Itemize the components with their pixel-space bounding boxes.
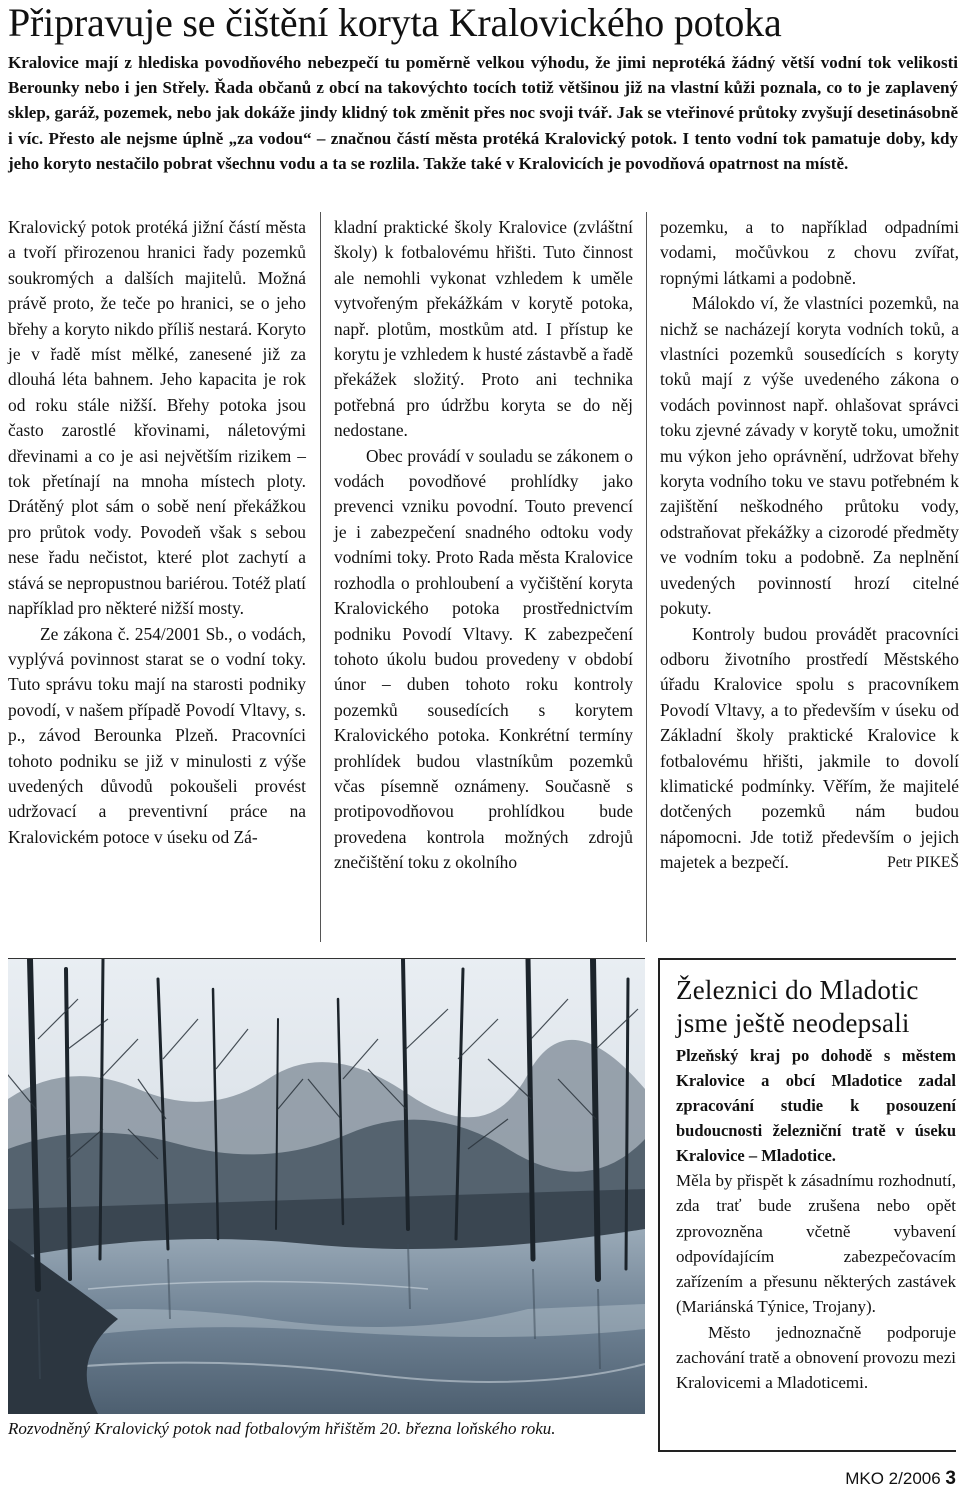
column-divider	[646, 212, 647, 942]
page-footer	[845, 1468, 956, 1490]
column-divider	[320, 212, 321, 942]
photo-caption: Rozvodněný Kralovický potok nad fotbalovým hřištěm 20. března loňského roku.	[8, 1419, 556, 1438]
article-paragraph: Kralovický potok protéká jižní částí města a tvoří přirozenou hranici řady pozemků soukromých a dalších majitelů. Možná právě proto, že teče po hranici, se o jeho břehy a koryto nikdo příliš nestará. Koryto je v řadě míst mělké, zanesené již za dlouhá léta bahnem. Jeho kapacita je rok od roku stále nižší. Břehy potoka jsou často zarostlé křovinami, náletovými dřevinami a co je asi největším rizikem – tok přetínají na mnoha místech ploty. Drátěný plot sám o sobě není překážkou pro průtok vody. Povodeň však s sebou nese řadu nečistot, které plot zachytí a stává se nepropustnou bariérou. Totéž platí například pro některé nižší mosty.	[8, 217, 306, 619]
article-lead: Kralovice mají z hlediska povodňového nebezpečí tu poměrně velkou výhodu, že jimi neprotéká žádný větší vodní tok velikosti Berounky nebo i jen Střely. Řada občanů z obcí na takovýchto tocích totiž většinou již na vlastní kůži poznala, co to je zaplavený sklep, garáž, pozemek, nebo jak dokáže jindy klidný tok změnit přes noc svoji tvář. Jak se vteřinové průtoky zvyšují desetinásobně i víc. Přesto ale nejsme úplně „za vodou“ – značnou částí města protéká Kralovický potok. I tento vodní tok pamatuje doby, kdy jeho koryto nestačilo pobrat všechnu vodu a ta se rozlila. Takže také v Kralovicích je povodňová opatrnost na místě.	[8, 53, 958, 173]
article-paragraph: Obec provádí v souladu se zákonem o vodách povodňové prohlídky jako prevenci vzniku povodní. Touto prevencí je i zabezpečení snadného odtoku vody vodními toky. Proto Rada města Kralovice rozhodla o prohloubení a vyčištění koryta Kralovického potoka prostřednictvím podniku Povodí Vltavy. K zabezpečení tohoto úkolu budou provedeny v období únor – duben tohoto roku kontroly pozemků sousedících s korytem Kralovického potoka. Konkrétní termíny prohlídek budou vlastníkům pozemků včas písemně oznámeny. Současně s protipovodňovou prohlídkou bude provedena kontrola možných zdrojů znečištění toku z okolního	[334, 445, 633, 873]
sidebar-title: Železnici do Mladotic jsme ještě neodepsali	[676, 975, 919, 1038]
article-column-2	[334, 215, 633, 876]
page-number: 3	[945, 1468, 956, 1489]
article-paragraph: Ze zákona č. 254/2001 Sb., o vodách, vyplývá povinnost starat se o vodní toky. Tuto správu toku mají na starosti podniky povodí, v našem případě Povodí Vltavy, s. p., závod Berounka Plzeň. Pracovníci tohoto podniku se již v minulosti z výše uvedených důvodů pokoušeli provést udržovací a preventivní práce na Kralovickém potoce v úseku od Zá-	[8, 623, 306, 847]
sidebar-paragraph: Měla by přispět k zásadnímu rozhodnutí, zda trať bude zrušena nebo opět zprovozněna včetně vybavení odpovídajícím zabezpečovacím zařízením a přesunu některých zastávek (Mariánská Týnice, Trojany).	[676, 1171, 956, 1317]
article-paragraph	[660, 622, 959, 876]
sidebar-article	[658, 958, 956, 1452]
article-paragraph: Málokdo ví, že vlastníci pozemků, na nichž se nacházejí koryta vodních toků, a vlastníci pozemků sousedících s koryty toků mají z výše uvedeného zákona o vodách povinnost např. ohlašovat správci toku zjevné závady v korytě toku, umožnit mu výkon jeho oprávnění, udržovat břehy koryta vodního toku ve stavu potřebném k zajištění neškodného průtoku vody, odstraňovat překážky a cizorodé předměty ve vodním toku a podobně. Za neplnění uvedených povinností hrozí citelné pokuty.	[660, 293, 959, 619]
sidebar-lead: Plzeňský kraj po dohodě s městem Kralovice a obcí Mladotice zadal zpracování studie k posouzení budoucnosti železniční tratě v úseku Kralovice – Mladotice.	[676, 1046, 956, 1165]
author-signature: Petr PIKEŠ	[887, 854, 959, 872]
issue-label: MKO 2/2006	[845, 1469, 941, 1488]
article-column-1	[8, 215, 306, 850]
article-column-3	[660, 215, 959, 876]
closing-text: Kontroly budou provádět pracovníci odboru životního prostředí Městského úřadu Kralovice spolu s pracovníkem Povodí Vltavy, a to především v úseku od Základní školy praktické Kralovice k fotbalovému hřišti, jakmile to dovolí klimatické podmínky. Věřím, že majitelé dotčených pozemků nám budou nápomocni. Jde totiž především o jejich majetek a bezpečí.	[660, 623, 959, 873]
article-paragraph: pozemku, a to například odpadními vodami, močůvkou z chovu zvířat, ropnými látkami a podobně.	[660, 217, 959, 288]
article-headline: Připravuje se čištění koryta Kralovického potoka	[8, 0, 782, 45]
sidebar-paragraph: Město jednoznačně podporuje zachování tratě a obnovení provozu mezi Kralovicemi a Mladoticemi.	[676, 1322, 956, 1393]
article-paragraph: kladní praktické školy Kralovice (zvláštní školy) k fotbalovému hřišti. Tuto činnost ale nemohli vykonat vzhledem k uměle vytvořeným překážkám v korytě potoka, např. plotům, mostkům atd. I přístup ke korytu je vzhledem k husté zástavbě a řadě překážek složitý. Proto ani technika potřebná pro údržbu koryta se do něj nedostane.	[334, 217, 633, 441]
flooded-stream-photo	[8, 958, 645, 1414]
